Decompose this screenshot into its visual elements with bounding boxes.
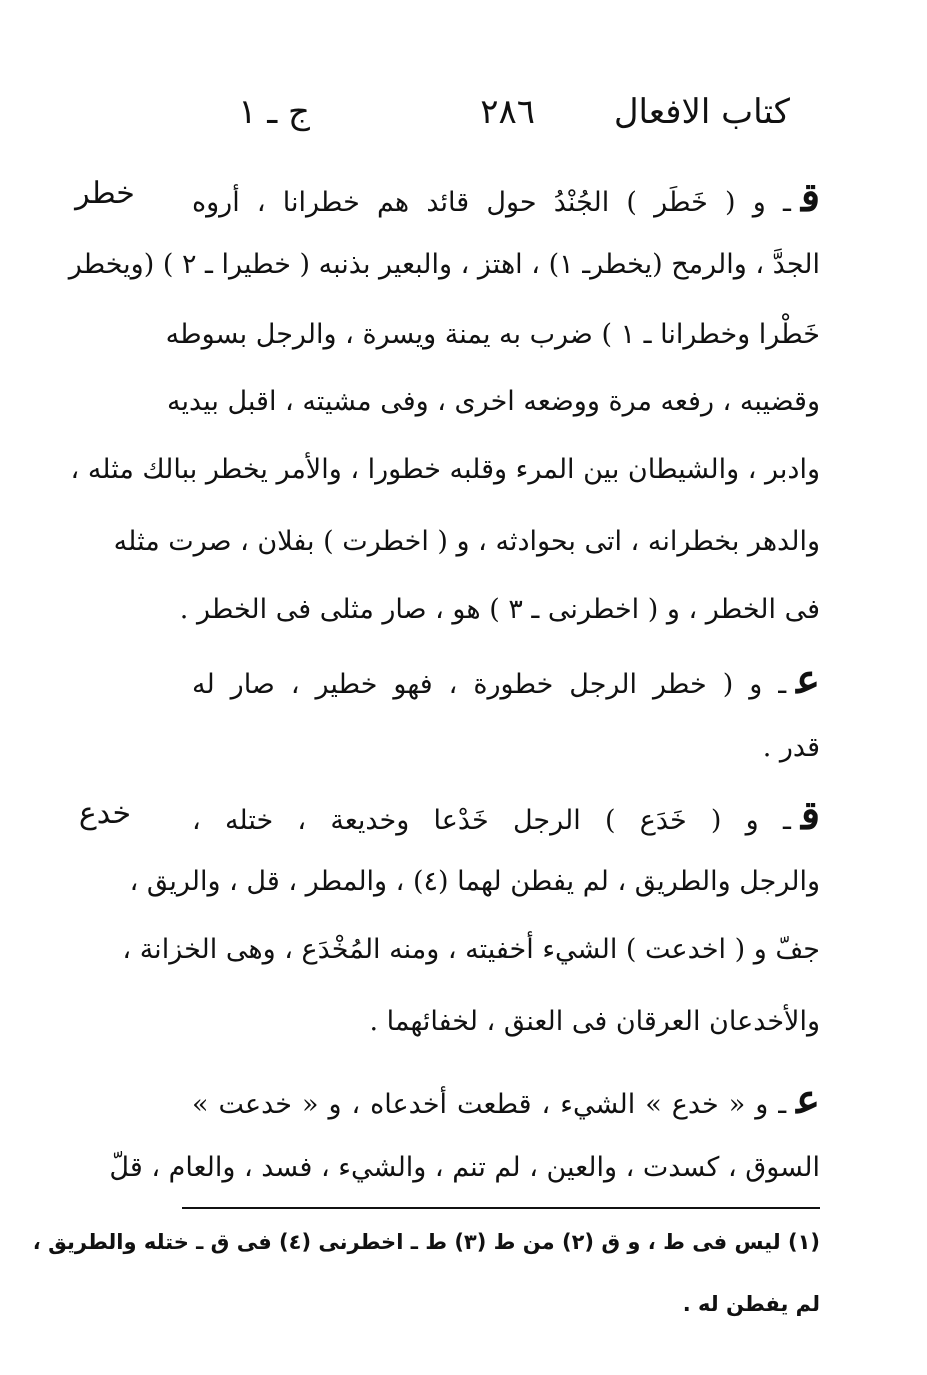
text-line: قـ و ( خَطَر ) الجُنْدُ حول قائد هم خطرانا ، أروه [192, 174, 820, 221]
text-line: والأخدعان العرقان فى العنق ، لخفائهما . [369, 1006, 820, 1037]
page-number: ٢٨٦ [480, 92, 535, 132]
text-line: عـ و « خدع » الشيء ، قطعت أخدعاه ، و « خدعت » [192, 1076, 820, 1123]
text-line: خَطْرا وخطرانا ـ ١ ) ضرب به يمنة ويسرة ، والرجل بسوطه [165, 319, 820, 350]
section-letter-ain: ع [796, 1076, 820, 1123]
text-line: والرجل والطريق ، لم يفطن لهما (٤) ، والمطر ، قل ، والريق ، [129, 866, 820, 897]
book-title: كتاب الافعال [613, 92, 790, 132]
text-line: وادبر ، والشيطان بين المرء وقلبه خطورا ، والأمر يخطر ببالك مثله ، [70, 454, 820, 485]
section-letter-qaf: ق [800, 792, 820, 839]
text-line: جفّ و ( اخدعت ) الشيء أخفيته ، ومنه المُخْدَع ، وهى الخزانة ، [122, 934, 820, 965]
text-line: فى الخطر ، و ( اخطرنى ـ ٣ ) هو ، صار مثلى فى الخطر . [179, 594, 820, 625]
volume-label: ج ـ ١ [238, 92, 310, 132]
margin-entry-khatar: خطر [75, 176, 135, 211]
text-line: وقضيبه ، رفعه مرة ووضعه اخرى ، وفى مشيته ، اقبل بيديه [167, 386, 820, 417]
text-line: السوق ، كسدت ، والعين ، لم تنم ، والشيء ، فسد ، والعام ، قلّ [109, 1152, 820, 1183]
text-line: الجدَّ ، والرمح (يخطرـ ١) ، اهتز ، والبعير بذنبه ( خطيرا ـ ٢ ) (ويخطر [68, 249, 820, 280]
section-letter-ain: ع [796, 656, 820, 703]
footnote-divider [182, 1207, 820, 1209]
text-line: قـ و ( خَدَع ) الرجل خَدْعا وخديعة ، ختله ، [192, 792, 820, 839]
text-line: قدر . [762, 732, 820, 763]
footnote-line: لم يفطن له . [682, 1292, 820, 1316]
footnote-line: (١) ليس فى ط ، و ق (٢) من ط (٣) ط ـ اخطرنى (٤) فى ق ـ ختله والطريق ، [32, 1230, 820, 1254]
page-header [200, 92, 790, 142]
text-line: عـ و ( خطر الرجل خطورة ، فهو خطير ، صار له [192, 656, 820, 703]
text-line: والدهر بخطرانه ، اتى بحوادثه ، و ( اخطرت ) بفلان ، صرت مثله [113, 526, 820, 557]
margin-entry-khada: خدع [78, 796, 132, 831]
section-letter-qaf: ق [800, 174, 820, 221]
